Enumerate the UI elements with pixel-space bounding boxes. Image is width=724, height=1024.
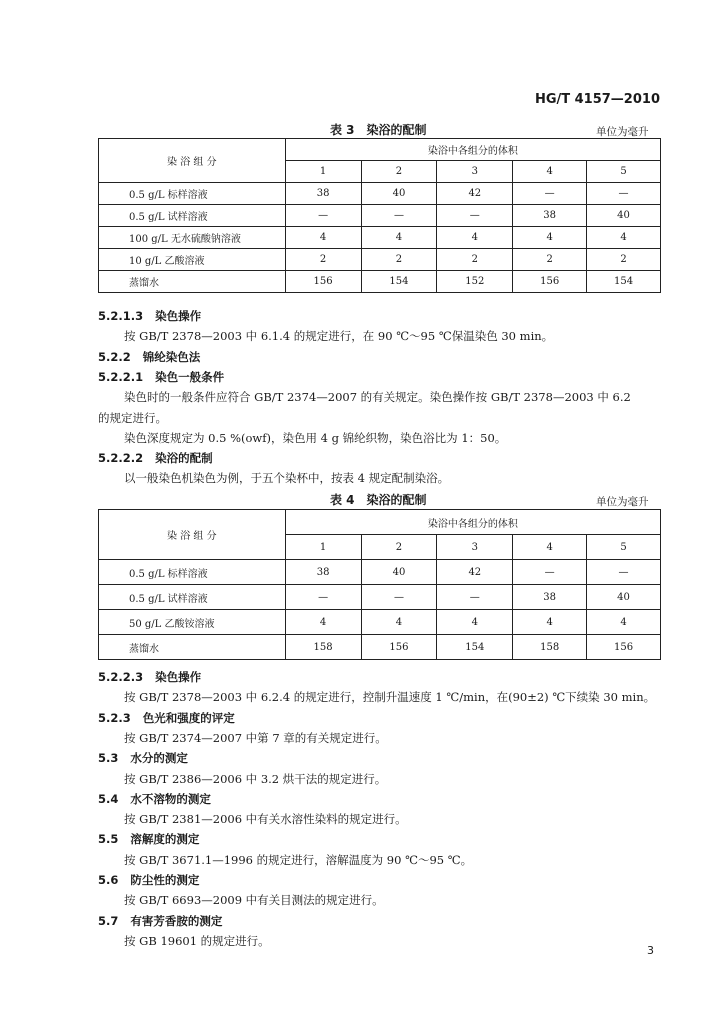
table4-col-header: 3 bbox=[437, 535, 513, 560]
row-label: 0.5 g/L 试样溶液 bbox=[99, 585, 286, 610]
table4-unit: 单位为毫升 bbox=[596, 496, 649, 508]
table-cell: 40 bbox=[587, 585, 661, 610]
table-cell: 4 bbox=[361, 227, 437, 249]
section-number: 5.2.2.1 bbox=[98, 369, 144, 384]
table-cell: 4 bbox=[437, 610, 513, 635]
section-number: 5.5 bbox=[98, 832, 119, 847]
section-title: 水不溶物的测定 bbox=[130, 791, 211, 806]
row-label: 蒸馏水 bbox=[99, 271, 286, 293]
row-label: 0.5 g/L 标样溶液 bbox=[99, 560, 286, 585]
section-heading bbox=[98, 872, 199, 888]
table-cell: 4 bbox=[513, 227, 587, 249]
row-label: 10 g/L 乙酸溶液 bbox=[99, 249, 286, 271]
table-cell: 40 bbox=[361, 560, 437, 585]
row-label: 0.5 g/L 试样溶液 bbox=[99, 205, 286, 227]
table-cell: 4 bbox=[587, 610, 661, 635]
paragraph: 按 GB/T 2374—2007 中第 7 章的有关规定进行。 bbox=[124, 730, 387, 745]
table-cell: 4 bbox=[361, 610, 437, 635]
standard-code: HG/T 4157—2010 bbox=[534, 92, 660, 107]
table-cell: 156 bbox=[285, 271, 361, 293]
section-title: 锦纶染色法 bbox=[142, 349, 201, 364]
table-cell: 4 bbox=[437, 227, 513, 249]
table-cell: — bbox=[513, 183, 587, 205]
paragraph: 按 GB/T 2378—2003 中 6.1.4 的规定进行，在 90 ℃～95 ℃保温染色 30 min。 bbox=[124, 329, 554, 344]
table4-caption: 表 4 染浴的配制 bbox=[330, 493, 427, 507]
section-title: 染色一般条件 bbox=[155, 369, 225, 384]
table-cell: 154 bbox=[587, 271, 661, 293]
section-number: 5.2.1.3 bbox=[98, 309, 144, 323]
paragraph: 染色时的一般条件应符合 GB/T 2374—2007 的有关规定。染色操作按 GB/T 2378—2003 中 6.2 bbox=[124, 390, 631, 405]
table-cell: 158 bbox=[285, 635, 361, 660]
table-cell: 158 bbox=[513, 635, 587, 660]
table-cell: 4 bbox=[285, 227, 361, 249]
section-heading bbox=[98, 450, 213, 466]
table-row bbox=[99, 183, 661, 205]
table-row bbox=[99, 205, 661, 227]
section-number: 5.7 bbox=[98, 913, 119, 928]
table4-col-header: 5 bbox=[587, 535, 661, 560]
table-cell: — bbox=[513, 560, 587, 585]
table3-unit: 单位为毫升 bbox=[596, 126, 649, 138]
page-number: 3 bbox=[647, 944, 654, 957]
section-heading bbox=[98, 669, 201, 685]
table-cell: 40 bbox=[361, 183, 437, 205]
table-row bbox=[99, 227, 661, 249]
section-title: 染浴的配制 bbox=[155, 451, 213, 466]
row-label: 100 g/L 无水硫酸钠溶液 bbox=[99, 227, 286, 249]
table-row bbox=[99, 635, 661, 660]
table3-caption: 表 3 染浴的配制 bbox=[330, 123, 427, 137]
row-label: 0.5 g/L 标样溶液 bbox=[99, 183, 286, 205]
table3-col-header: 2 bbox=[361, 161, 437, 183]
table-row bbox=[99, 560, 661, 585]
table-cell: 40 bbox=[587, 205, 661, 227]
table4-col-header: 2 bbox=[361, 535, 437, 560]
table3-col-header: 5 bbox=[587, 161, 661, 183]
section-heading bbox=[98, 710, 235, 726]
paragraph-continuation: 的规定进行。 bbox=[98, 410, 167, 425]
table4-col-header: 1 bbox=[285, 535, 361, 560]
table-row bbox=[99, 610, 661, 635]
paragraph: 按 GB 19601 的规定进行。 bbox=[124, 933, 270, 948]
section-heading bbox=[98, 349, 200, 365]
table-cell: 156 bbox=[513, 271, 587, 293]
section-heading bbox=[98, 913, 222, 929]
table-cell: 156 bbox=[361, 635, 437, 660]
table-cell: — bbox=[437, 205, 513, 227]
table4 bbox=[98, 509, 661, 660]
row-label: 蒸馏水 bbox=[99, 635, 286, 660]
table-cell: 2 bbox=[513, 249, 587, 271]
section-heading bbox=[98, 791, 211, 807]
section-number: 5.4 bbox=[98, 791, 119, 806]
table-cell: 2 bbox=[285, 249, 361, 271]
section-title: 水分的测定 bbox=[130, 751, 188, 766]
table3-col-header: 4 bbox=[513, 161, 587, 183]
section-number: 5.2.3 bbox=[98, 710, 131, 725]
section-heading bbox=[98, 750, 188, 766]
section-number: 5.6 bbox=[98, 873, 119, 887]
table3-row-header: 染 浴 组 分 bbox=[99, 139, 286, 183]
table-cell: — bbox=[361, 205, 437, 227]
section-number: 5.2.2 bbox=[98, 349, 131, 364]
paragraph: 按 GB/T 2378—2003 中 6.2.4 的规定进行，控制升温速度 1 ℃/min，在(90±2) ℃下续染 30 min。 bbox=[124, 690, 656, 705]
table-cell: 38 bbox=[513, 585, 587, 610]
table4-group-header: 染浴中各组分的体积 bbox=[285, 510, 660, 535]
paragraph: 按 GB/T 2386—2006 中 3.2 烘干法的规定进行。 bbox=[124, 771, 387, 786]
table-cell: 42 bbox=[437, 183, 513, 205]
table-cell: — bbox=[285, 585, 361, 610]
table-cell: 38 bbox=[285, 560, 361, 585]
table-cell: 154 bbox=[361, 271, 437, 293]
table-cell: — bbox=[437, 585, 513, 610]
section-title: 色光和强度的评定 bbox=[142, 710, 235, 725]
table-cell: 4 bbox=[587, 227, 661, 249]
table-cell: 4 bbox=[285, 610, 361, 635]
table-row bbox=[99, 271, 661, 293]
section-number: 5.2.2.3 bbox=[98, 670, 144, 684]
table-cell: — bbox=[587, 183, 661, 205]
table-cell: — bbox=[285, 205, 361, 227]
paragraph: 按 GB/T 3671.1—1996 的规定进行，溶解温度为 90 ℃～95 ℃。 bbox=[124, 852, 473, 867]
table-cell: — bbox=[361, 585, 437, 610]
section-heading bbox=[98, 369, 224, 385]
table3-group-header: 染浴中各组分的体积 bbox=[285, 139, 660, 161]
table3 bbox=[98, 138, 661, 293]
section-number: 5.3 bbox=[98, 751, 119, 766]
table-cell: 4 bbox=[513, 610, 587, 635]
table-cell: 2 bbox=[361, 249, 437, 271]
paragraph: 按 GB/T 6693—2009 中有关目测法的规定进行。 bbox=[124, 893, 384, 908]
paragraph: 按 GB/T 2381—2006 中有关水溶性染料的规定进行。 bbox=[124, 812, 407, 827]
table-cell: 152 bbox=[437, 271, 513, 293]
table-cell: — bbox=[587, 560, 661, 585]
paragraph: 以一般染色机染色为例，于五个染杯中，按表 4 规定配制染浴。 bbox=[124, 471, 450, 486]
section-number: 5.2.2.2 bbox=[98, 451, 144, 466]
table3-col-header: 3 bbox=[437, 161, 513, 183]
section-title: 防尘性的测定 bbox=[130, 873, 200, 887]
table-cell: 2 bbox=[587, 249, 661, 271]
paragraph: 染色深度规定为 0.5 %(owf)，染色用 4 g 锦纶织物，染色浴比为 1：50。 bbox=[124, 430, 507, 445]
table-cell: 42 bbox=[437, 560, 513, 585]
row-label: 50 g/L 乙酸铵溶液 bbox=[99, 610, 286, 635]
table-cell: 154 bbox=[437, 635, 513, 660]
table-cell: 156 bbox=[587, 635, 661, 660]
table4-col-header: 4 bbox=[513, 535, 587, 560]
table-cell: 2 bbox=[437, 249, 513, 271]
table-row bbox=[99, 585, 661, 610]
section-heading bbox=[98, 831, 199, 847]
table3-col-header: 1 bbox=[285, 161, 361, 183]
section-title: 染色操作 bbox=[155, 309, 202, 323]
table-row bbox=[99, 249, 661, 271]
table4-row-header: 染 浴 组 分 bbox=[99, 510, 286, 560]
section-heading bbox=[98, 308, 201, 324]
table-cell: 38 bbox=[513, 205, 587, 227]
section-title: 染色操作 bbox=[155, 670, 202, 684]
table-cell: 38 bbox=[285, 183, 361, 205]
section-title: 有害芳香胺的测定 bbox=[130, 913, 223, 928]
section-title: 溶解度的测定 bbox=[130, 832, 200, 847]
